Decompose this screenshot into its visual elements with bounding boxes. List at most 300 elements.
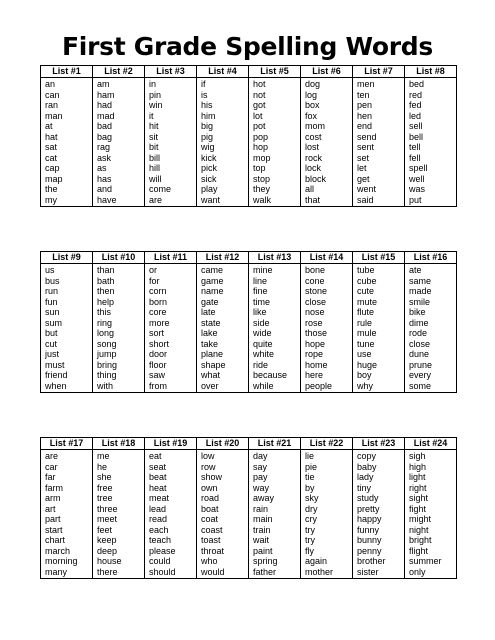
spelling-word: light	[405, 472, 457, 483]
spelling-word: flight	[405, 546, 457, 557]
spelling-word: tune	[353, 339, 405, 350]
table-row	[41, 90, 457, 101]
spelling-word: they	[249, 184, 301, 195]
spelling-word: bone	[301, 264, 353, 276]
spelling-word: like	[249, 307, 301, 318]
spelling-word: close	[405, 339, 457, 350]
spelling-word: nose	[301, 307, 353, 318]
spelling-word: rode	[405, 328, 457, 339]
spelling-word: said	[353, 195, 405, 207]
spelling-word: name	[197, 286, 249, 297]
spelling-word: tell	[405, 142, 457, 153]
spelling-word: map	[41, 174, 93, 185]
spelling-word: short	[145, 339, 197, 350]
table-row	[41, 153, 457, 164]
spelling-word: hope	[301, 339, 353, 350]
spelling-word: ate	[405, 264, 457, 276]
spelling-word: jump	[93, 349, 145, 360]
spelling-word: am	[93, 78, 145, 90]
spelling-word: cone	[301, 276, 353, 287]
spelling-word: his	[197, 100, 249, 111]
spelling-word: fly	[301, 546, 353, 557]
column-header: List #16	[405, 252, 457, 264]
table-row	[41, 78, 457, 90]
spelling-word: and	[93, 184, 145, 195]
table-row	[41, 121, 457, 132]
spelling-word: stone	[301, 286, 353, 297]
column-header: List #20	[197, 438, 249, 450]
spelling-word: rule	[353, 318, 405, 329]
spelling-word: cap	[41, 163, 93, 174]
spelling-word: huge	[353, 360, 405, 371]
column-header: List #1	[41, 66, 93, 78]
spelling-word: could	[145, 556, 197, 567]
spelling-word: people	[301, 381, 353, 393]
table-body	[41, 450, 457, 579]
spelling-word: have	[93, 195, 145, 207]
spelling-word: main	[249, 514, 301, 525]
table-row	[41, 328, 457, 339]
spelling-word: read	[145, 514, 197, 525]
spelling-word: when	[41, 381, 93, 393]
spelling-word: gate	[197, 297, 249, 308]
spelling-word: hop	[249, 142, 301, 153]
spelling-word: got	[249, 100, 301, 111]
spelling-word: fed	[405, 100, 457, 111]
spelling-word: bad	[93, 121, 145, 132]
spelling-word: had	[93, 100, 145, 111]
column-header: List #15	[353, 252, 405, 264]
spelling-word: men	[353, 78, 405, 90]
spelling-word: the	[41, 184, 93, 195]
spelling-word: rain	[249, 504, 301, 515]
spelling-word: many	[41, 567, 93, 579]
spelling-word: morning	[41, 556, 93, 567]
spelling-word: fell	[405, 153, 457, 164]
table-row	[41, 174, 457, 185]
spelling-word: just	[41, 349, 93, 360]
spelling-word: pay	[249, 472, 301, 483]
spelling-word: close	[301, 297, 353, 308]
spelling-word: flute	[353, 307, 405, 318]
spelling-word: red	[405, 90, 457, 101]
table-row	[41, 264, 457, 276]
spelling-word: rock	[301, 153, 353, 164]
spelling-word: cube	[353, 276, 405, 287]
spelling-word: day	[249, 450, 301, 462]
spelling-word: are	[41, 450, 93, 462]
spelling-word: in	[145, 78, 197, 90]
spelling-word: way	[249, 483, 301, 494]
spelling-word: seat	[145, 462, 197, 473]
spelling-word: long	[93, 328, 145, 339]
table-row	[41, 462, 457, 473]
spelling-word: keep	[93, 535, 145, 546]
spelling-word: art	[41, 504, 93, 515]
spelling-word: game	[197, 276, 249, 287]
spelling-word: not	[249, 90, 301, 101]
spelling-word: house	[93, 556, 145, 567]
spelling-word: free	[93, 483, 145, 494]
spelling-word: fight	[405, 504, 457, 515]
table-header-row	[41, 66, 457, 78]
spelling-word: hat	[41, 132, 93, 143]
table-row	[41, 567, 457, 579]
spelling-word: she	[93, 472, 145, 483]
spelling-word: bell	[405, 132, 457, 143]
table-row	[41, 525, 457, 536]
table-row	[41, 195, 457, 207]
table-row	[41, 132, 457, 143]
spelling-word: only	[405, 567, 457, 579]
spelling-table-lists-1-8	[40, 65, 457, 207]
spelling-word: row	[197, 462, 249, 473]
spelling-word: cut	[41, 339, 93, 350]
spelling-word: please	[145, 546, 197, 557]
column-header: List #13	[249, 252, 301, 264]
spelling-word: away	[249, 493, 301, 504]
table-row	[41, 546, 457, 557]
spelling-word: deep	[93, 546, 145, 557]
spelling-word: or	[145, 264, 197, 276]
spelling-word: over	[197, 381, 249, 393]
column-header: List #24	[405, 438, 457, 450]
spelling-word: dog	[301, 78, 353, 90]
spelling-word: at	[41, 121, 93, 132]
spelling-word: pop	[249, 132, 301, 143]
table-row	[41, 142, 457, 153]
spelling-word: own	[197, 483, 249, 494]
spelling-word: every	[405, 370, 457, 381]
spelling-word: tube	[353, 264, 405, 276]
spelling-word: send	[353, 132, 405, 143]
spelling-word: cry	[301, 514, 353, 525]
spelling-word: tree	[93, 493, 145, 504]
spelling-word: each	[145, 525, 197, 536]
spelling-word: bit	[145, 142, 197, 153]
spelling-word: coast	[197, 525, 249, 536]
spelling-word: man	[41, 111, 93, 122]
spelling-word: boy	[353, 370, 405, 381]
spelling-word: who	[197, 556, 249, 567]
table-row	[41, 360, 457, 371]
spelling-word: my	[41, 195, 93, 207]
spelling-word: hill	[145, 163, 197, 174]
spelling-word: mule	[353, 328, 405, 339]
spelling-word: try	[301, 535, 353, 546]
spelling-word: mute	[353, 297, 405, 308]
spelling-word: help	[93, 297, 145, 308]
spelling-word: pick	[197, 163, 249, 174]
column-header: List #9	[41, 252, 93, 264]
spelling-word: door	[145, 349, 197, 360]
table-row	[41, 504, 457, 515]
spelling-word: bath	[93, 276, 145, 287]
table-row	[41, 184, 457, 195]
table-body	[41, 264, 457, 393]
spelling-word: bill	[145, 153, 197, 164]
spelling-word: is	[197, 90, 249, 101]
table-row	[41, 318, 457, 329]
spelling-word: side	[249, 318, 301, 329]
spelling-word: lock	[301, 163, 353, 174]
column-header: List #4	[197, 66, 249, 78]
column-header: List #18	[93, 438, 145, 450]
spelling-word: mine	[249, 264, 301, 276]
spelling-word: are	[145, 195, 197, 207]
spelling-word: car	[41, 462, 93, 473]
spelling-word: rose	[301, 318, 353, 329]
spelling-word: study	[353, 493, 405, 504]
spelling-word: us	[41, 264, 93, 276]
spelling-word: sight	[405, 493, 457, 504]
spelling-word: box	[301, 100, 353, 111]
spelling-word: heat	[145, 483, 197, 494]
spelling-word: put	[405, 195, 457, 207]
spelling-word: those	[301, 328, 353, 339]
table-row	[41, 450, 457, 462]
spelling-word: wig	[197, 142, 249, 153]
spelling-word: wide	[249, 328, 301, 339]
spelling-word: coat	[197, 514, 249, 525]
spelling-word: me	[93, 450, 145, 462]
spelling-word: pen	[353, 100, 405, 111]
spelling-word: bike	[405, 307, 457, 318]
spelling-word: march	[41, 546, 93, 557]
spelling-word: state	[197, 318, 249, 329]
spelling-word: sell	[405, 121, 457, 132]
column-header: List #19	[145, 438, 197, 450]
spelling-word: time	[249, 297, 301, 308]
spelling-word: log	[301, 90, 353, 101]
spelling-word: line	[249, 276, 301, 287]
spelling-word: fun	[41, 297, 93, 308]
spelling-word: mom	[301, 121, 353, 132]
spelling-word: meet	[93, 514, 145, 525]
spelling-word: pie	[301, 462, 353, 473]
spelling-word: than	[93, 264, 145, 276]
column-header: List #23	[353, 438, 405, 450]
spelling-word: pig	[197, 132, 249, 143]
spelling-word: while	[249, 381, 301, 393]
spelling-word: take	[197, 339, 249, 350]
table-row	[41, 514, 457, 525]
spelling-word: sky	[301, 493, 353, 504]
spelling-word: copy	[353, 450, 405, 462]
table-row	[41, 483, 457, 494]
column-header: List #17	[41, 438, 93, 450]
spelling-word: why	[353, 381, 405, 393]
spelling-word: there	[93, 567, 145, 579]
spelling-word: saw	[145, 370, 197, 381]
spelling-word: set	[353, 153, 405, 164]
spelling-word: three	[93, 504, 145, 515]
spelling-word: sit	[145, 132, 197, 143]
spelling-word: core	[145, 307, 197, 318]
spelling-word: part	[41, 514, 93, 525]
spelling-word: try	[301, 525, 353, 536]
spelling-word: road	[197, 493, 249, 504]
spelling-word: paint	[249, 546, 301, 557]
column-header: List #3	[145, 66, 197, 78]
spelling-word: well	[405, 174, 457, 185]
spelling-word: block	[301, 174, 353, 185]
spelling-word: spell	[405, 163, 457, 174]
spelling-word: what	[197, 370, 249, 381]
spelling-word: tiny	[353, 483, 405, 494]
spelling-word: far	[41, 472, 93, 483]
table-body	[41, 78, 457, 207]
spelling-word: might	[405, 514, 457, 525]
table-row	[41, 286, 457, 297]
spelling-word: get	[353, 174, 405, 185]
column-header: List #5	[249, 66, 301, 78]
page-title: First Grade Spelling Words	[62, 32, 433, 61]
table-row	[41, 535, 457, 546]
column-header: List #22	[301, 438, 353, 450]
table-row	[41, 100, 457, 111]
spelling-word: late	[197, 307, 249, 318]
spelling-word: tie	[301, 472, 353, 483]
spelling-word: he	[93, 462, 145, 473]
spelling-word: has	[93, 174, 145, 185]
spelling-word: ten	[353, 90, 405, 101]
spelling-word: penny	[353, 546, 405, 557]
spelling-word: him	[197, 111, 249, 122]
spelling-word: hen	[353, 111, 405, 122]
spelling-word: run	[41, 286, 93, 297]
spelling-word: father	[249, 567, 301, 579]
table-row	[41, 307, 457, 318]
spelling-word: brother	[353, 556, 405, 567]
table-row	[41, 556, 457, 567]
spelling-word: can	[41, 90, 93, 101]
spelling-word: then	[93, 286, 145, 297]
spelling-word: right	[405, 483, 457, 494]
spelling-word: born	[145, 297, 197, 308]
spelling-word: want	[197, 195, 249, 207]
spelling-word: toast	[197, 535, 249, 546]
spelling-word: throat	[197, 546, 249, 557]
spelling-word: some	[405, 381, 457, 393]
spelling-word: bus	[41, 276, 93, 287]
spelling-word: floor	[145, 360, 197, 371]
spelling-word: sum	[41, 318, 93, 329]
spelling-word: happy	[353, 514, 405, 525]
column-header: List #7	[353, 66, 405, 78]
spelling-table-lists-9-16	[40, 251, 457, 393]
table-row	[41, 381, 457, 393]
spelling-word: cute	[353, 286, 405, 297]
spelling-word: lot	[249, 111, 301, 122]
spelling-word: this	[93, 307, 145, 318]
table-row	[41, 297, 457, 308]
spelling-word: hot	[249, 78, 301, 90]
spelling-word: led	[405, 111, 457, 122]
spelling-word: an	[41, 78, 93, 90]
spelling-word: meat	[145, 493, 197, 504]
spelling-word: hit	[145, 121, 197, 132]
spelling-word: rope	[301, 349, 353, 360]
spelling-word: again	[301, 556, 353, 567]
table-row	[41, 370, 457, 381]
spelling-word: mop	[249, 153, 301, 164]
spelling-word: walk	[249, 195, 301, 207]
spelling-word: dime	[405, 318, 457, 329]
table-row	[41, 163, 457, 174]
spelling-word: smile	[405, 297, 457, 308]
spelling-word: baby	[353, 462, 405, 473]
column-header: List #2	[93, 66, 145, 78]
spelling-word: mother	[301, 567, 353, 579]
column-header: List #21	[249, 438, 301, 450]
spelling-word: sent	[353, 142, 405, 153]
spelling-word: same	[405, 276, 457, 287]
spelling-word: use	[353, 349, 405, 360]
spelling-word: went	[353, 184, 405, 195]
spelling-word: more	[145, 318, 197, 329]
spelling-word: pretty	[353, 504, 405, 515]
spelling-word: cost	[301, 132, 353, 143]
spelling-word: fox	[301, 111, 353, 122]
spelling-word: rag	[93, 142, 145, 153]
spelling-word: teach	[145, 535, 197, 546]
spelling-word: sun	[41, 307, 93, 318]
spelling-word: song	[93, 339, 145, 350]
spelling-word: all	[301, 184, 353, 195]
spelling-word: bright	[405, 535, 457, 546]
spelling-word: because	[249, 370, 301, 381]
column-header: List #12	[197, 252, 249, 264]
spelling-word: came	[197, 264, 249, 276]
spelling-word: friend	[41, 370, 93, 381]
spelling-word: come	[145, 184, 197, 195]
spelling-word: lead	[145, 504, 197, 515]
spelling-word: spring	[249, 556, 301, 567]
spelling-word: dune	[405, 349, 457, 360]
spelling-word: start	[41, 525, 93, 536]
spelling-word: pot	[249, 121, 301, 132]
spelling-word: show	[197, 472, 249, 483]
spelling-word: play	[197, 184, 249, 195]
spelling-word: for	[145, 276, 197, 287]
spelling-word: it	[145, 111, 197, 122]
spelling-word: as	[93, 163, 145, 174]
column-header: List #8	[405, 66, 457, 78]
spelling-word: by	[301, 483, 353, 494]
spelling-word: summer	[405, 556, 457, 567]
column-header: List #10	[93, 252, 145, 264]
spelling-word: will	[145, 174, 197, 185]
spelling-word: pin	[145, 90, 197, 101]
spelling-word: stop	[249, 174, 301, 185]
spelling-word: ham	[93, 90, 145, 101]
spelling-word: with	[93, 381, 145, 393]
spelling-word: lost	[301, 142, 353, 153]
table-row	[41, 339, 457, 350]
spelling-word: dry	[301, 504, 353, 515]
spelling-word: night	[405, 525, 457, 536]
spelling-word: must	[41, 360, 93, 371]
spelling-word: bring	[93, 360, 145, 371]
spelling-word: lie	[301, 450, 353, 462]
spelling-word: home	[301, 360, 353, 371]
spelling-word: chart	[41, 535, 93, 546]
spelling-word: that	[301, 195, 353, 207]
table-row	[41, 472, 457, 483]
spelling-word: arm	[41, 493, 93, 504]
spelling-word: wait	[249, 535, 301, 546]
